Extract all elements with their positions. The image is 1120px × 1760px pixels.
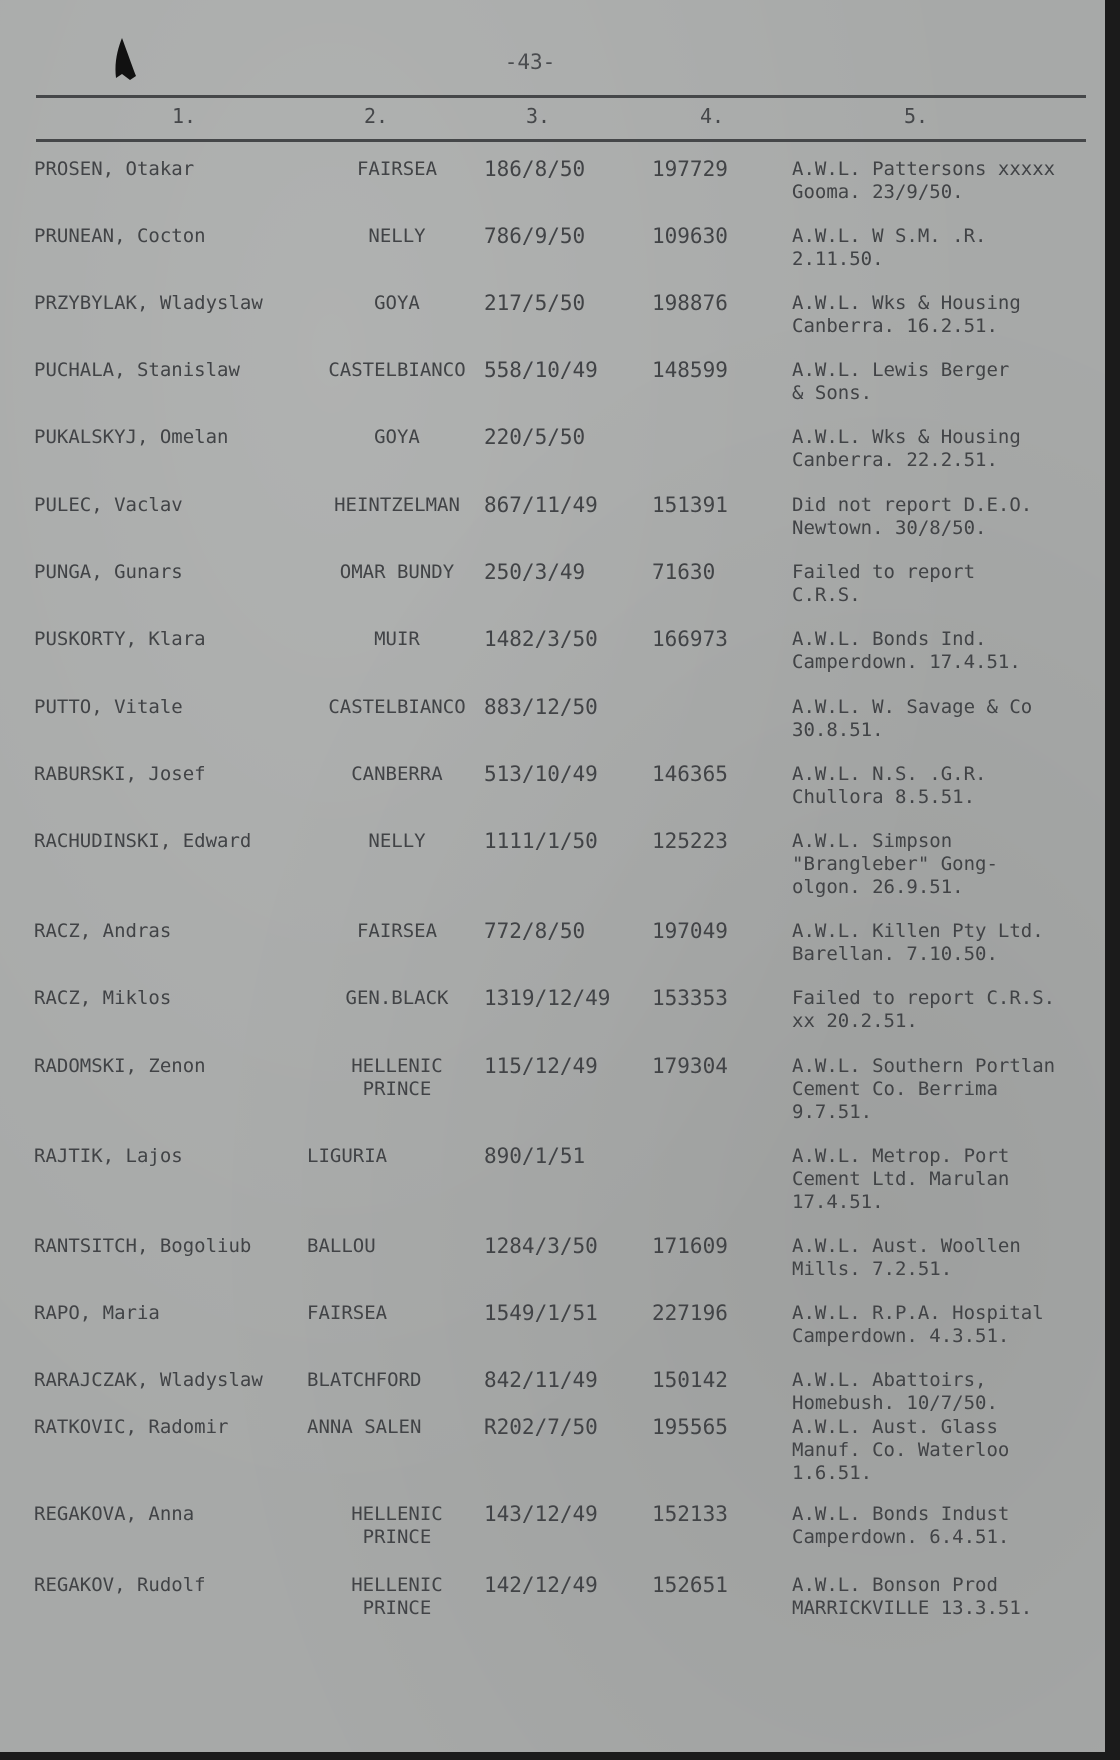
- person-name: RACHUDINSKI, Edward: [34, 830, 252, 852]
- column-header-4: 4.: [700, 104, 725, 128]
- person-name: PUCHALA, Stanislaw: [34, 359, 240, 381]
- reference-number: 220/5/50: [484, 425, 586, 449]
- ship-name: MUIR: [374, 628, 420, 650]
- registration-number: 146365: [652, 762, 728, 786]
- ship-name: GOYA: [374, 426, 420, 448]
- ship-name: BALLOU: [307, 1235, 376, 1257]
- reference-number: 1549/1/51: [484, 1301, 598, 1325]
- reference-number: 217/5/50: [484, 291, 586, 315]
- ship-name: NELLY: [368, 225, 426, 247]
- registration-number: 151391: [652, 493, 728, 517]
- remark: A.W.L. N.S. .G.R. Chullora 8.5.51.: [792, 763, 987, 808]
- registration-number: 179304: [652, 1054, 728, 1078]
- registration-number: 148599: [652, 358, 728, 382]
- ship-name: LIGURIA: [307, 1145, 388, 1167]
- remark: A.W.L. W S.M. .R. 2.11.50.: [792, 225, 987, 270]
- reference-number: 186/8/50: [484, 157, 586, 181]
- person-name: RAPO, Maria: [34, 1302, 160, 1324]
- reference-number: 890/1/51: [484, 1144, 586, 1168]
- remark: A.W.L. Lewis Berger & Sons.: [792, 359, 1010, 404]
- remark: Failed to report C.R.S. xx 20.2.51.: [792, 987, 1056, 1032]
- reference-number: 867/11/49: [484, 493, 598, 517]
- registration-number: 171609: [652, 1234, 728, 1258]
- person-name: PRZYBYLAK, Wladyslaw: [34, 292, 263, 314]
- ship-name: HELLENIC PRINCE: [351, 1055, 443, 1100]
- ship-name: NELLY: [368, 830, 426, 852]
- person-name: PUTTO, Vitale: [34, 696, 183, 718]
- ship-name: CASTELBIANCO: [328, 359, 466, 381]
- reference-number: 786/9/50: [484, 224, 586, 248]
- ship-name: FAIRSEA: [356, 158, 438, 180]
- reference-number: R202/7/50: [484, 1415, 598, 1439]
- person-name: RARAJCZAK, Wladyslaw: [34, 1369, 263, 1391]
- remark: A.W.L. Wks & Housing Canberra. 16.2.51.: [792, 292, 1021, 337]
- remark: Did not report D.E.O. Newtown. 30/8/50.: [792, 494, 1033, 539]
- remark: A.W.L. W. Savage & Co 30.8.51.: [792, 696, 1033, 741]
- remark: A.W.L. Southern Portlan Cement Co. Berrima 9.7.51.: [792, 1055, 1056, 1123]
- reference-number: 115/12/49: [484, 1054, 598, 1078]
- ship-name: CASTELBIANCO: [328, 696, 466, 718]
- reference-number: 1482/3/50: [484, 627, 598, 651]
- person-name: RACZ, Miklos: [34, 987, 172, 1009]
- registration-number: 166973: [652, 627, 728, 651]
- ink-mark: [108, 36, 148, 84]
- person-name: PUKALSKYJ, Omelan: [34, 426, 229, 448]
- remark: A.W.L. Bonds Ind. Camperdown. 17.4.51.: [792, 628, 1021, 673]
- reference-number: 250/3/49: [484, 560, 586, 584]
- header-rule-bottom: [36, 139, 1086, 142]
- reference-number: 842/11/49: [484, 1368, 598, 1392]
- person-name: PRUNEAN, Cocton: [34, 225, 206, 247]
- remark: A.W.L. Bonds Indust Camperdown. 6.4.51.: [792, 1503, 1010, 1548]
- reference-number: 883/12/50: [484, 695, 598, 719]
- person-name: RACZ, Andras: [34, 920, 172, 942]
- registration-number: 198876: [652, 291, 728, 315]
- remark: A.W.L. Simpson "Brangleber" Gong- olgon. 26.9.51.: [792, 830, 998, 898]
- person-name: RADOMSKI, Zenon: [34, 1055, 206, 1077]
- reference-number: 513/10/49: [484, 762, 598, 786]
- person-name: RANTSITCH, Bogoliub: [34, 1235, 252, 1257]
- column-header-1: 1.: [172, 104, 197, 128]
- ship-name: BLATCHFORD: [307, 1369, 422, 1391]
- column-header-3: 3.: [526, 104, 551, 128]
- ship-name: FAIRSEA: [356, 920, 438, 942]
- header-rule-top: [36, 95, 1086, 98]
- registration-number: 152651: [652, 1573, 728, 1597]
- ship-name: HEINTZELMAN: [334, 494, 460, 516]
- page-number: -43-: [504, 50, 556, 74]
- reference-number: 1111/1/50: [484, 829, 598, 853]
- ship-name: FAIRSEA: [307, 1302, 388, 1324]
- remark: Failed to report C.R.S.: [792, 561, 976, 606]
- registration-number: 109630: [652, 224, 728, 248]
- person-name: PROSEN, Otakar: [34, 158, 195, 180]
- remark: A.W.L. Aust. Woollen Mills. 7.2.51.: [792, 1235, 1021, 1280]
- remark: A.W.L. Bonson Prod MARRICKVILLE 13.3.51.: [792, 1574, 1033, 1619]
- registration-number: 125223: [652, 829, 728, 853]
- column-header-2: 2.: [364, 104, 389, 128]
- ship-name: HELLENIC PRINCE: [351, 1574, 443, 1619]
- remark: A.W.L. Metrop. Port Cement Ltd. Marulan 17.4.51.: [792, 1145, 1010, 1213]
- person-name: PUNGA, Gunars: [34, 561, 183, 583]
- ship-name: HELLENIC PRINCE: [351, 1503, 443, 1548]
- registration-number: 150142: [652, 1368, 728, 1392]
- registration-number: 153353: [652, 986, 728, 1010]
- person-name: REGAKOVA, Anna: [34, 1503, 195, 1525]
- ship-name: GEN.BLACK: [345, 987, 449, 1009]
- remark: A.W.L. Killen Pty Ltd. Barellan. 7.10.50.: [792, 920, 1044, 965]
- remark: A.W.L. Abattoirs, Homebush. 10/7/50.: [792, 1369, 998, 1414]
- column-headers: [0, 104, 1105, 134]
- remark: A.W.L. Pattersons xxxxx Gooma. 23/9/50.: [792, 158, 1056, 203]
- reference-number: 142/12/49: [484, 1573, 598, 1597]
- person-name: RATKOVIC, Radomir: [34, 1416, 229, 1438]
- person-name: PUSKORTY, Klara: [34, 628, 206, 650]
- reference-number: 772/8/50: [484, 919, 586, 943]
- remark: A.W.L. Aust. Glass Manuf. Co. Waterloo 1.6.51.: [792, 1416, 1010, 1484]
- remark: A.W.L. Wks & Housing Canberra. 22.2.51.: [792, 426, 1021, 471]
- registration-number: 71630: [652, 560, 716, 584]
- ship-name: OMAR BUNDY: [339, 561, 455, 583]
- ship-name: GOYA: [374, 292, 420, 314]
- person-name: PULEC, Vaclav: [34, 494, 183, 516]
- registration-number: 152133: [652, 1502, 728, 1526]
- person-name: REGAKOV, Rudolf: [34, 1574, 206, 1596]
- reference-number: 558/10/49: [484, 358, 598, 382]
- registration-number: 195565: [652, 1415, 728, 1439]
- reference-number: 143/12/49: [484, 1502, 598, 1526]
- ship-name: CANBERRA: [351, 763, 443, 785]
- column-header-5: 5.: [904, 104, 929, 128]
- reference-number: 1319/12/49: [484, 986, 611, 1010]
- ship-name: ANNA SALEN: [307, 1416, 422, 1438]
- reference-number: 1284/3/50: [484, 1234, 598, 1258]
- person-name: RABURSKI, Josef: [34, 763, 206, 785]
- registration-number: 197049: [652, 919, 728, 943]
- registration-number: 197729: [652, 157, 728, 181]
- remark: A.W.L. R.P.A. Hospital Camperdown. 4.3.51.: [792, 1302, 1044, 1347]
- registration-number: 227196: [652, 1301, 728, 1325]
- person-name: RAJTIK, Lajos: [34, 1145, 183, 1167]
